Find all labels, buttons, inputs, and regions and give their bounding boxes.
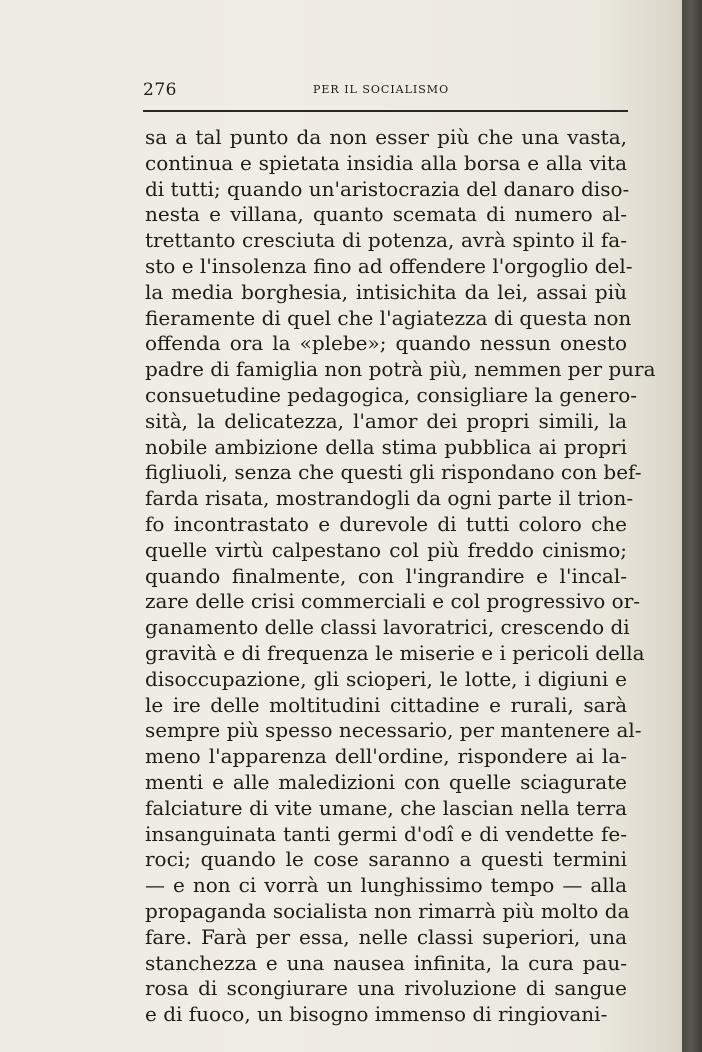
header-rule [143, 110, 628, 112]
text-line: padre di famiglia non potrà più, nemmen per pura [145, 357, 656, 382]
text-line: rosa di scongiurare una rivoluzione di sangue [145, 976, 627, 1001]
text-line: nobile ambizione della stima pubblica ai propri [145, 434, 627, 459]
text-line: sempre più spesso necessario, per mantenere al- [145, 718, 642, 743]
text-line: roci; quando le cose saranno a questi termini [145, 847, 627, 872]
page-edge-shadow [682, 0, 702, 1052]
text-line: fo incontrastato e durevole di tutti coloro che [145, 511, 627, 536]
text-line: continua e spietata insidia alla borsa e alla vita [145, 150, 627, 175]
page-number: 276 [143, 80, 177, 100]
text-line: quelle virtù calpestano col più freddo cinismo; [145, 537, 627, 562]
text-line: ganamento delle classi lavoratrici, crescendo di [145, 615, 630, 640]
text-line: meno l'apparenza dell'ordine, rispondere ai la- [145, 744, 627, 769]
text-line: farda risata, mostrandogli da ogni parte il trion- [145, 486, 634, 511]
text-line: la media borghesia, intisichita da lei, assai più [145, 279, 627, 304]
text-line: insanguinata tanti germi d'odî e di vendette fe- [145, 821, 627, 846]
running-title: PER IL SOCIALISMO [313, 83, 450, 96]
text-line: fare. Farà per essa, nelle classi superiori, una [145, 924, 627, 949]
text-line: e di fuoco, un bisogno immenso di ringiovani- [145, 1002, 608, 1027]
text-line: consuetudine pedagogica, consigliare la genero- [145, 382, 637, 407]
text-line: le ire delle moltitudini cittadine e rurali, sarà [145, 692, 627, 717]
text-line: nesta e villana, quanto scemata di numero al- [145, 202, 627, 227]
text-line: offenda ora la «plebe»; quando nessun onesto [145, 331, 627, 356]
text-line: zare delle crisi commerciali e col progressivo or- [145, 589, 641, 614]
text-line: trettanto cresciuta di potenza, avrà spinto il fa- [145, 228, 627, 253]
text-line: disoccupazione, gli scioperi, le lotte, i digiuni e [145, 666, 627, 691]
text-line: di tutti; quando un'aristocrazia del danaro diso- [145, 176, 630, 201]
page-header [143, 80, 628, 100]
text-line: fieramente di quel che l'agiatezza di questa non [145, 305, 632, 330]
text-line: quando finalmente, con l'ingrandire e l'incal- [145, 563, 627, 588]
body-text [145, 125, 656, 1028]
text-line: sa a tal punto da non esser più che una vasta, [145, 125, 627, 149]
text-line: stanchezza e una nausea infinita, la cura pau- [145, 950, 627, 975]
text-line: figliuoli, senza che questi gli rispondano con bef- [145, 460, 642, 485]
text-line: gravità e di frequenza le miserie e i pericoli della [145, 640, 645, 665]
text-line: — e non ci vorrà un lunghissimo tempo — alla [145, 873, 627, 898]
text-line: sto e l'insolenza fino ad offendere l'orgoglio del- [145, 253, 633, 278]
text-line: propaganda socialista non rimarrà più molto da [145, 898, 630, 923]
text-line: menti e alle maledizioni con quelle sciagurate [145, 769, 627, 794]
text-line: falciature di vite umane, che lascian nella terra [145, 795, 627, 820]
text-line: sità, la delicatezza, l'amor dei propri simili, la [145, 408, 627, 433]
